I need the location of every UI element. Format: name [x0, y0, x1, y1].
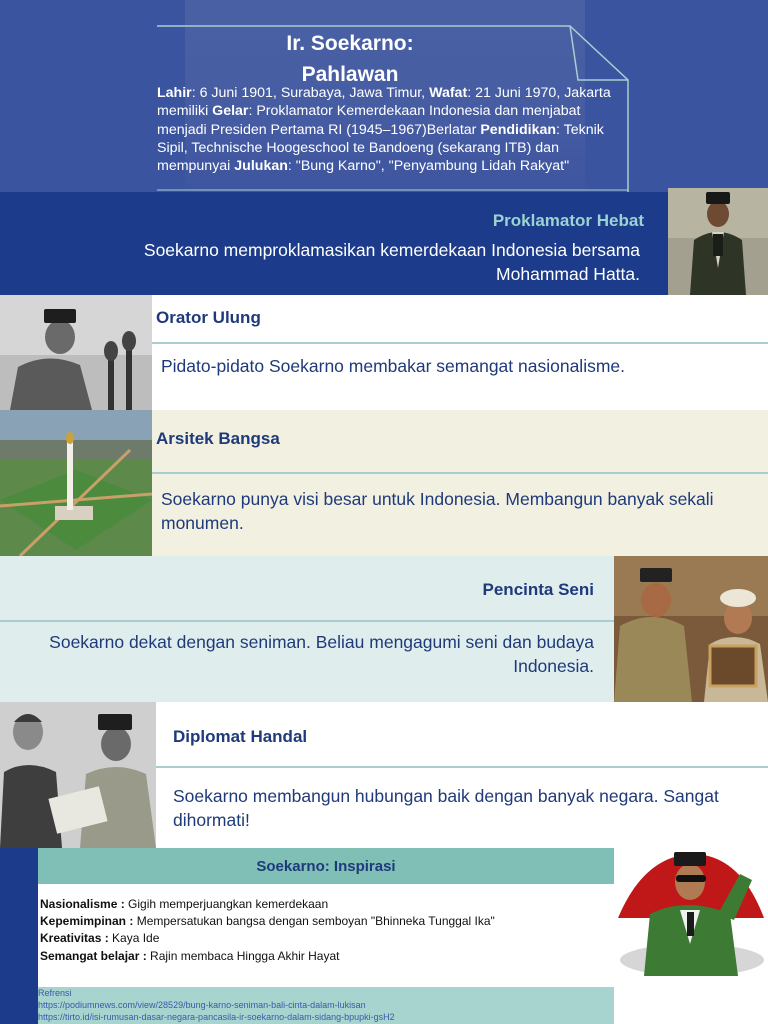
item-text: Kaya Ide — [108, 931, 160, 946]
lahir-label: Lahir — [157, 85, 192, 101]
lahir-text: : 6 Juni 1901, Surabaya, Jawa Timur, — [191, 85, 430, 101]
list-item — [40, 913, 610, 930]
section-body-diplomat: Soekarno membangun hubungan baik dengan banyak negara. Sangat dihormati! — [173, 786, 719, 830]
section-body-arsitek: Soekarno punya visi besar untuk Indonesia. Membangun banyak sekali monumen. — [161, 489, 714, 533]
inspirasi-title: Soekarno: Inspirasi — [38, 848, 614, 884]
gelar-text: : Proklamator Kemerdekaan Indonesia dan menjabat menjadi Presiden Pertama RI (1945–1967)Berlatar — [157, 103, 581, 138]
julukan-label: Julukan — [234, 158, 288, 175]
saluting-soekarno-illustration — [614, 848, 768, 978]
item-label: Kreativitas : — [40, 931, 109, 946]
section-seni — [0, 556, 614, 702]
wafat-label: Wafat — [429, 85, 468, 101]
item-label: Kepemimpinan : — [40, 914, 134, 929]
wafat-text: : 21 Juni 1970, Jakarta memiliki — [157, 85, 611, 120]
julukan-text: : "Bung Karno", "Penyambung Lidah Rakyat" — [287, 158, 570, 175]
painting-photo — [614, 556, 768, 702]
section-title-diplomat: Diplomat Handal — [173, 727, 308, 746]
pendidikan-text: : Teknik Sipil, Technische Hoogeschool te Bandoeng (sekarang ITB) dan mempunyai — [157, 121, 604, 175]
item-text: Gigih memperjuangkan kemerdekaan — [124, 897, 329, 911]
section-body-seni: Soekarno dekat dengan seniman. Beliau mengagumi seni dan budaya Indonesia. — [49, 632, 594, 676]
monas-aerial-photo — [0, 410, 152, 556]
divider — [152, 342, 768, 344]
gelar-label: Gelar — [212, 103, 249, 120]
divider — [152, 472, 768, 474]
section-title-proklamator: Proklamator Hebat — [492, 211, 644, 230]
list-item — [40, 930, 610, 947]
section-body-proklamator: Soekarno memproklamasikan kemerdekaan Indonesia bersama Mohammad Hatta. — [143, 240, 640, 284]
diplomat-photo — [0, 702, 156, 848]
item-label: Semangat belajar : — [40, 948, 147, 963]
item-text: Mempersatukan bangsa dengan semboyan "Bhinneka Tunggal Ika" — [133, 914, 495, 929]
list-item — [40, 896, 610, 913]
item-label: Nasionalisme : — [40, 897, 125, 911]
section-body-orator: Pidato-pidato Soekarno membakar semangat nasionalisme. — [161, 356, 626, 376]
portrait-photo — [668, 188, 768, 295]
header-banner — [0, 0, 768, 192]
orator-photo — [0, 295, 152, 410]
item-text: Rajin membaca Hingga Akhir Hayat — [146, 948, 340, 963]
divider — [156, 766, 768, 768]
list-item — [40, 948, 610, 965]
section-title-seni: Pencinta Seni — [482, 580, 594, 599]
pendidikan-label: Pendidikan — [480, 121, 557, 138]
bio-text — [157, 84, 627, 175]
inspirasi-list — [40, 896, 610, 965]
reference-link[interactable]: https://tirto.id/isi-rumusan-dasar-negara-pancasila-ir-soekarno-dalam-sidang-bpupki-gsH2 — [38, 1012, 395, 1022]
page-title-line1: Ir. Soekarno: — [286, 32, 414, 55]
reference-link[interactable]: https://podiumnews.com/view/28529/bung-karno-seniman-bali-cinta-dalam-lukisan — [38, 1000, 366, 1010]
divider — [0, 620, 614, 622]
references-box — [38, 987, 614, 1024]
section-title-arsitek: Arsitek Bangsa — [156, 429, 280, 448]
bottom-accent-bar — [0, 848, 38, 1024]
page-title-line2: Pahlawan — [301, 63, 399, 86]
page-title — [200, 28, 500, 90]
section-title-orator: Orator Ulung — [156, 308, 261, 327]
references-label: Refrensi — [38, 988, 72, 998]
